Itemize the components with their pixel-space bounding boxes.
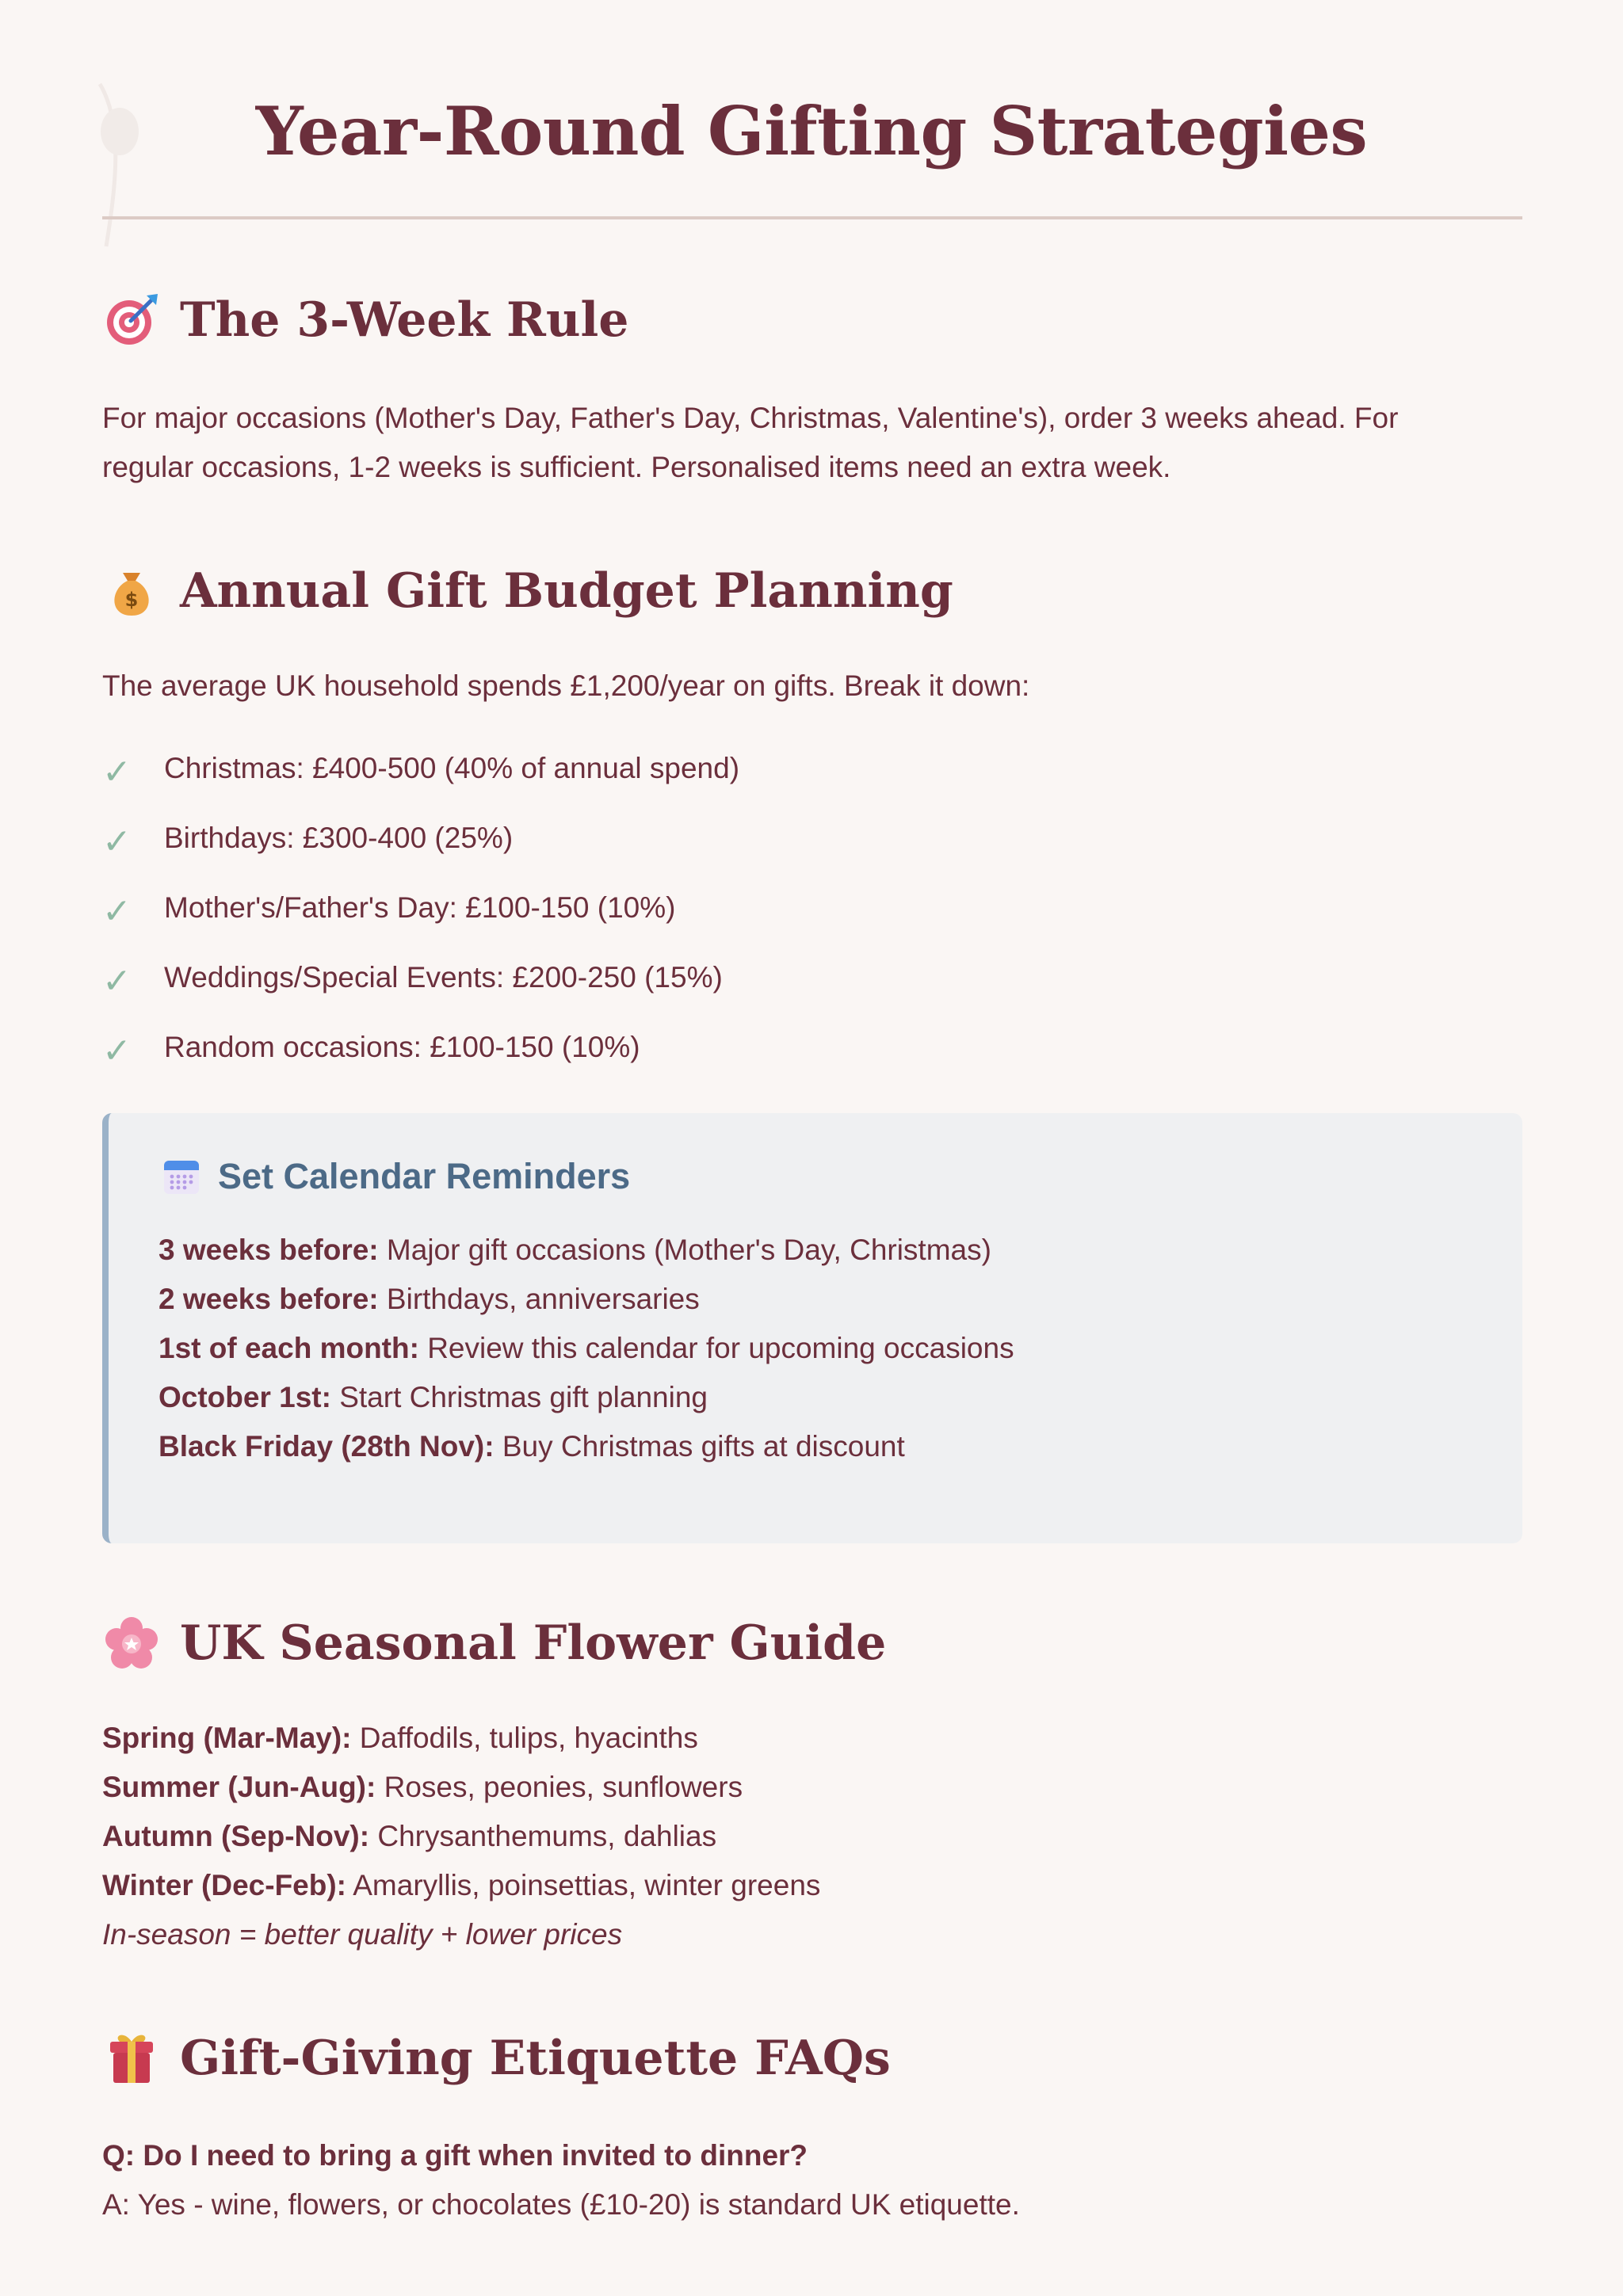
three-week-rule-heading [102,288,628,352]
money-bag-icon [102,562,161,620]
calendar-icon [161,1156,202,1197]
reminder-row: 2 weeks before: Birthdays, anniversaries [158,1283,700,1315]
gift-icon [102,2029,161,2088]
reminder-row: 1st of each month: Review this calendar for upcoming occasions [158,1332,1014,1364]
check-icon: ✓ [102,891,132,932]
season-row: Autumn (Sep-Nov): Chrysanthemums, dahlias [102,1820,717,1852]
flower-note: In-season = better quality + lower prices [102,1918,623,1951]
target-icon [102,291,161,349]
section-title: Annual Gift Budget Planning [180,563,953,619]
check-icon: ✓ [102,751,132,792]
season-row: Winter (Dec-Feb): Amaryllis, poinsettias, winter greens [102,1869,821,1901]
faq-answer: A: Yes - wine, flowers, or chocolates (£10-20) is standard UK etiquette. [102,2188,1020,2221]
flower-guide-heading [102,1611,886,1675]
list-item: ✓ Christmas: £400-500 (40% of annual spend) [102,751,740,792]
budget-planning-heading [102,559,953,623]
callout-title [161,1156,630,1197]
title-divider [102,216,1522,219]
list-item: ✓ Birthdays: £300-400 (25%) [102,821,514,862]
reminder-row: Black Friday (28th Nov): Buy Christmas gifts at discount [158,1430,905,1463]
check-icon: ✓ [102,821,132,862]
reminder-rows [158,1226,1014,1471]
etiquette-faq-heading [102,2027,891,2090]
callout-heading: Set Calendar Reminders [218,1156,631,1196]
list-item: ✓ Mother's/Father's Day: £100-150 (10%) [102,891,676,932]
reminder-row: October 1st: Start Christmas gift planning [158,1381,708,1413]
page-title: Year-Round Gifting Strategies [255,92,1368,170]
faq-question: Q: Do I need to bring a gift when invited to dinner? [102,2139,808,2172]
season-row: Spring (Mar-May): Daffodils, tulips, hyacinths [102,1722,698,1754]
budget-intro: The average UK household spends £1,200/year on gifts. Break it down: [102,669,1030,702]
budget-breakdown-list [102,734,739,1082]
list-item: ✓ Weddings/Special Events: £200-250 (15%) [102,960,723,1001]
three-week-rule-line-1: For major occasions (Mother's Day, Father's Day, Christmas, Valentine's), order 3 weeks ahead. For [102,402,1399,434]
flower-season-list [102,1714,820,1959]
calendar-reminders-callout [102,1113,1522,1543]
reminder-row: 3 weeks before: Major gift occasions (Mother's Day, Christmas) [158,1234,991,1266]
svg-text:$: $ [124,589,139,611]
check-icon: ✓ [102,1030,132,1071]
section-title: UK Seasonal Flower Guide [180,1615,887,1671]
check-icon: ✓ [102,960,132,1001]
season-row: Summer (Jun-Aug): Roses, peonies, sunflowers [102,1771,743,1803]
three-week-rule-line-2: regular occasions, 1-2 weeks is sufficient. Personalised items need an extra week. [102,451,1171,483]
cherry-blossom-icon [102,1614,161,1672]
section-title: Gift-Giving Etiquette FAQs [180,2031,891,2086]
list-item: ✓ Random occasions: £100-150 (10%) [102,1030,640,1071]
section-title: The 3-Week Rule [180,292,629,348]
